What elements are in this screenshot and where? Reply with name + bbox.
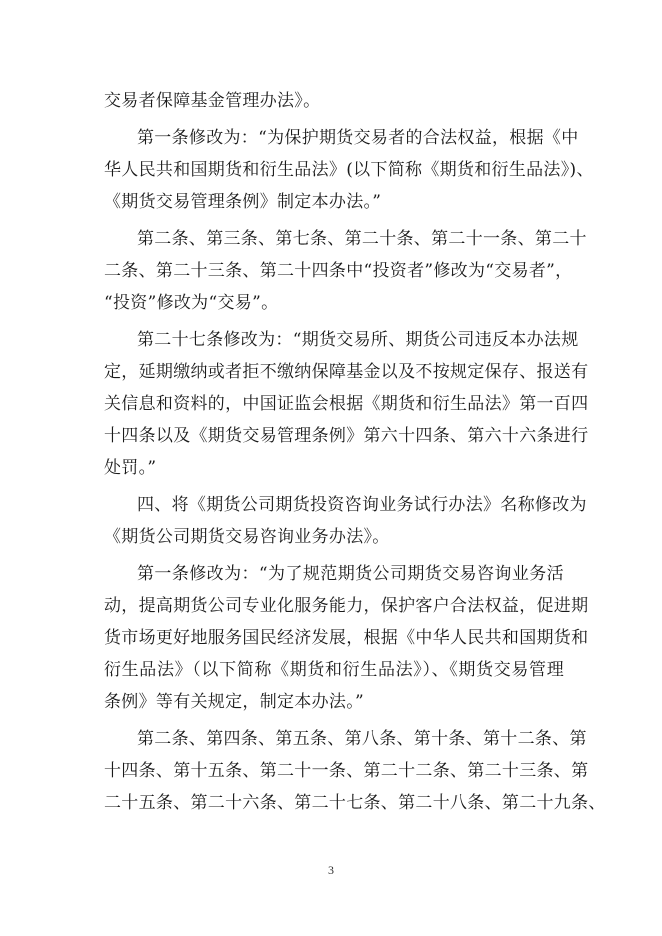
text-line-2: 第一条修改为：“为保护期货交易者的合法权益，根据《中 bbox=[137, 128, 579, 148]
text-line-7: “投资”修改为“交易”。 bbox=[104, 293, 279, 313]
text-line-21: 十四条、第十五条、第二十一条、第二十二条、第二十三条、第 bbox=[104, 761, 589, 781]
text-line-9: 定，延期缴纳或者拒不缴纳保障基金以及不按规定保存、报送有 bbox=[104, 362, 589, 382]
text-line-12: 处罚。” bbox=[104, 458, 157, 478]
text-line-1: 交易者保障基金管理办法》。 bbox=[104, 91, 321, 111]
text-line-13: 四、将《期货公司期货投资咨询业务试行办法》名称修改为 bbox=[137, 495, 587, 515]
text-line-6: 二条、第二十三条、第二十四条中“投资者”修改为“交易者”， bbox=[104, 261, 573, 281]
text-line-17: 货市场更好地服务国民经济发展，根据《中华人民共和国期货和 bbox=[104, 628, 589, 648]
text-line-20: 第二条、第四条、第五条、第八条、第十条、第十二条、第 bbox=[137, 729, 587, 749]
text-line-4: 《期货交易管理条例》制定本办法。” bbox=[104, 192, 382, 212]
page-number: 3 bbox=[328, 863, 334, 877]
text-line-5: 第二条、第三条、第七条、第二十条、第二十一条、第二十 bbox=[137, 229, 587, 249]
text-line-10: 关信息和资料的，中国证监会根据《期货和衍生品法》第一百四 bbox=[104, 394, 589, 414]
text-line-22: 二十五条、第二十六条、第二十七条、第二十八条、第二十九条、 bbox=[104, 793, 606, 813]
text-line-15: 第一条修改为：“为了规范期货公司期货交易咨询业务活 bbox=[137, 564, 564, 584]
text-line-14: 《期货公司期货交易咨询业务办法》。 bbox=[104, 527, 390, 547]
text-line-11: 十四条以及《期货交易管理条例》第六十四条、第六十六条进行 bbox=[104, 426, 589, 446]
text-line-18: 衍生品法》（以下简称《期货和衍生品法》）、《期货交易管理 bbox=[104, 660, 564, 680]
text-line-19: 条例》等有关规定，制定本办法。” bbox=[104, 692, 364, 712]
text-line-16: 动，提高期货公司专业化服务能力，保护客户合法权益，促进期 bbox=[104, 596, 589, 616]
text-line-8: 第二十七条修改为：“期货交易所、期货公司违反本办法规 bbox=[137, 330, 579, 350]
text-line-3: 华人民共和国期货和衍生品法》(以下简称《期货和衍生品法》)、 bbox=[104, 160, 594, 180]
